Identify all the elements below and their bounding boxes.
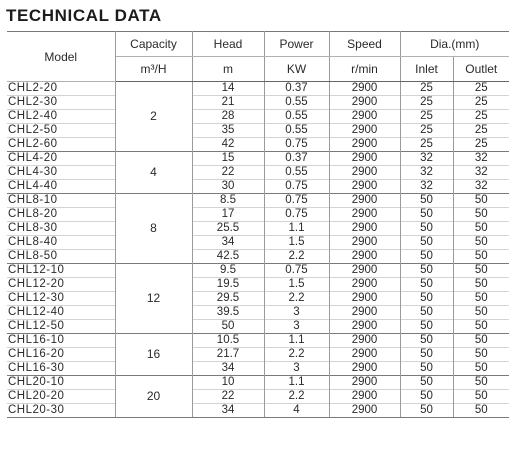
speed-cell: 2900	[329, 96, 400, 110]
head-cell: 8.5	[192, 194, 264, 208]
head-cell: 15	[192, 152, 264, 166]
model-header: Model	[7, 32, 115, 82]
head-cell: 14	[192, 82, 264, 96]
outlet-cell: 50	[453, 222, 509, 236]
model-cell: CHL12-20	[7, 278, 115, 292]
outlet-cell: 50	[453, 348, 509, 362]
head-header: Head	[192, 32, 264, 57]
power-cell: 0.55	[264, 124, 329, 138]
power-cell: 1.1	[264, 334, 329, 348]
head-cell: 19.5	[192, 278, 264, 292]
outlet-cell: 50	[453, 390, 509, 404]
head-cell: 10.5	[192, 334, 264, 348]
model-cell: CHL16-30	[7, 362, 115, 376]
inlet-cell: 50	[400, 208, 453, 222]
table-row	[7, 348, 509, 362]
outlet-cell: 32	[453, 166, 509, 180]
speed-cell: 2900	[329, 222, 400, 236]
inlet-cell: 32	[400, 166, 453, 180]
inlet-cell: 25	[400, 138, 453, 152]
power-cell: 0.75	[264, 208, 329, 222]
table-row	[7, 250, 509, 264]
power-cell: 1.1	[264, 222, 329, 236]
model-cell: CHL8-30	[7, 222, 115, 236]
head-cell: 22	[192, 390, 264, 404]
page-title: TECHNICAL DATA	[6, 6, 162, 25]
speed-cell: 2900	[329, 110, 400, 124]
model-cell: CHL8-50	[7, 250, 115, 264]
capacity-cell: 8	[115, 194, 192, 264]
head-cell: 50	[192, 320, 264, 334]
model-cell: CHL8-10	[7, 194, 115, 208]
model-cell: CHL4-30	[7, 166, 115, 180]
model-cell: CHL8-20	[7, 208, 115, 222]
outlet-cell: 25	[453, 124, 509, 138]
inlet-cell: 50	[400, 320, 453, 334]
inlet-cell: 50	[400, 362, 453, 376]
power-cell: 0.55	[264, 166, 329, 180]
capacity-cell: 16	[115, 334, 192, 376]
model-cell: CHL2-40	[7, 110, 115, 124]
head-cell: 34	[192, 362, 264, 376]
model-cell: CHL12-40	[7, 306, 115, 320]
speed-cell: 2900	[329, 194, 400, 208]
speed-cell: 2900	[329, 334, 400, 348]
outlet-cell: 50	[453, 292, 509, 306]
speed-cell: 2900	[329, 250, 400, 264]
speed-cell: 2900	[329, 208, 400, 222]
inlet-cell: 50	[400, 236, 453, 250]
inlet-cell: 25	[400, 124, 453, 138]
table-row	[7, 404, 509, 418]
power-cell: 1.1	[264, 376, 329, 390]
inlet-cell: 50	[400, 390, 453, 404]
capacity-cell: 4	[115, 152, 192, 194]
inlet-cell: 50	[400, 278, 453, 292]
model-cell: CHL2-60	[7, 138, 115, 152]
diameter-header: Dia.(mm)	[400, 32, 509, 57]
head-cell: 21	[192, 96, 264, 110]
inlet-cell: 50	[400, 404, 453, 418]
inlet-cell: 50	[400, 222, 453, 236]
speed-cell: 2900	[329, 390, 400, 404]
head-cell: 42.5	[192, 250, 264, 264]
power-unit: KW	[264, 57, 329, 82]
head-cell: 25.5	[192, 222, 264, 236]
table-row	[7, 166, 509, 180]
speed-cell: 2900	[329, 264, 400, 278]
outlet-cell: 50	[453, 264, 509, 278]
head-cell: 30	[192, 180, 264, 194]
head-cell: 21.7	[192, 348, 264, 362]
table-row	[7, 376, 509, 390]
power-cell: 0.55	[264, 110, 329, 124]
head-cell: 22	[192, 166, 264, 180]
table-row	[7, 264, 509, 278]
outlet-cell: 25	[453, 110, 509, 124]
model-cell: CHL12-50	[7, 320, 115, 334]
head-cell: 34	[192, 236, 264, 250]
table-row	[7, 390, 509, 404]
outlet-cell: 50	[453, 306, 509, 320]
inlet-cell: 50	[400, 376, 453, 390]
table-body	[7, 82, 509, 418]
speed-cell: 2900	[329, 320, 400, 334]
outlet-cell: 50	[453, 376, 509, 390]
speed-cell: 2900	[329, 306, 400, 320]
model-cell: CHL2-20	[7, 82, 115, 96]
inlet-cell: 50	[400, 194, 453, 208]
table-row	[7, 96, 509, 110]
capacity-cell: 20	[115, 376, 192, 418]
head-cell: 35	[192, 124, 264, 138]
inlet-cell: 50	[400, 306, 453, 320]
outlet-cell: 50	[453, 194, 509, 208]
speed-cell: 2900	[329, 404, 400, 418]
outlet-cell: 50	[453, 208, 509, 222]
outlet-cell: 50	[453, 278, 509, 292]
inlet-cell: 32	[400, 180, 453, 194]
outlet-header: Outlet	[453, 57, 509, 82]
speed-header: Speed	[329, 32, 400, 57]
outlet-cell: 32	[453, 180, 509, 194]
technical-data-table	[7, 31, 509, 418]
power-cell: 1.5	[264, 236, 329, 250]
outlet-cell: 25	[453, 96, 509, 110]
table-row	[7, 180, 509, 194]
table-row	[7, 124, 509, 138]
model-cell: CHL2-50	[7, 124, 115, 138]
head-cell: 10	[192, 376, 264, 390]
table-row	[7, 82, 509, 96]
table-row	[7, 194, 509, 208]
outlet-cell: 50	[453, 250, 509, 264]
power-cell: 2.2	[264, 292, 329, 306]
outlet-cell: 25	[453, 138, 509, 152]
head-cell: 42	[192, 138, 264, 152]
speed-cell: 2900	[329, 152, 400, 166]
model-cell: CHL12-30	[7, 292, 115, 306]
inlet-header: Inlet	[400, 57, 453, 82]
speed-cell: 2900	[329, 236, 400, 250]
power-cell: 0.37	[264, 152, 329, 166]
head-unit: m	[192, 57, 264, 82]
outlet-cell: 50	[453, 320, 509, 334]
speed-cell: 2900	[329, 82, 400, 96]
inlet-cell: 50	[400, 348, 453, 362]
table-row	[7, 278, 509, 292]
inlet-cell: 32	[400, 152, 453, 166]
outlet-cell: 25	[453, 82, 509, 96]
power-cell: 0.75	[264, 138, 329, 152]
model-cell: CHL4-40	[7, 180, 115, 194]
capacity-unit: m³/H	[115, 57, 192, 82]
inlet-cell: 50	[400, 250, 453, 264]
power-cell: 0.75	[264, 194, 329, 208]
model-cell: CHL20-20	[7, 390, 115, 404]
head-cell: 17	[192, 208, 264, 222]
model-cell: CHL20-30	[7, 404, 115, 418]
table-row	[7, 208, 509, 222]
table-row	[7, 152, 509, 166]
speed-cell: 2900	[329, 180, 400, 194]
outlet-cell: 32	[453, 152, 509, 166]
speed-cell: 2900	[329, 362, 400, 376]
power-cell: 3	[264, 306, 329, 320]
speed-cell: 2900	[329, 278, 400, 292]
speed-cell: 2900	[329, 138, 400, 152]
power-cell: 1.5	[264, 278, 329, 292]
outlet-cell: 50	[453, 404, 509, 418]
power-cell: 3	[264, 362, 329, 376]
inlet-cell: 50	[400, 264, 453, 278]
outlet-cell: 50	[453, 236, 509, 250]
head-cell: 28	[192, 110, 264, 124]
power-cell: 2.2	[264, 250, 329, 264]
table-row	[7, 110, 509, 124]
power-cell: 0.75	[264, 264, 329, 278]
inlet-cell: 50	[400, 334, 453, 348]
speed-cell: 2900	[329, 376, 400, 390]
model-cell: CHL4-20	[7, 152, 115, 166]
speed-cell: 2900	[329, 124, 400, 138]
table-row	[7, 306, 509, 320]
capacity-header: Capacity	[115, 32, 192, 57]
power-cell: 4	[264, 404, 329, 418]
head-cell: 29.5	[192, 292, 264, 306]
head-cell: 34	[192, 404, 264, 418]
table-row	[7, 222, 509, 236]
power-cell: 0.37	[264, 82, 329, 96]
power-cell: 3	[264, 320, 329, 334]
head-cell: 39.5	[192, 306, 264, 320]
table-row	[7, 320, 509, 334]
power-cell: 2.2	[264, 348, 329, 362]
model-cell: CHL12-10	[7, 264, 115, 278]
table-row	[7, 292, 509, 306]
power-header: Power	[264, 32, 329, 57]
speed-cell: 2900	[329, 292, 400, 306]
speed-unit: r/min	[329, 57, 400, 82]
table-row	[7, 362, 509, 376]
table-row	[7, 138, 509, 152]
table-row	[7, 334, 509, 348]
inlet-cell: 25	[400, 82, 453, 96]
inlet-cell: 25	[400, 96, 453, 110]
outlet-cell: 50	[453, 334, 509, 348]
capacity-cell: 2	[115, 82, 192, 152]
model-cell: CHL8-40	[7, 236, 115, 250]
head-cell: 9.5	[192, 264, 264, 278]
power-cell: 2.2	[264, 390, 329, 404]
speed-cell: 2900	[329, 348, 400, 362]
model-cell: CHL16-20	[7, 348, 115, 362]
outlet-cell: 50	[453, 362, 509, 376]
model-cell: CHL16-10	[7, 334, 115, 348]
capacity-cell: 12	[115, 264, 192, 334]
speed-cell: 2900	[329, 166, 400, 180]
table-row	[7, 236, 509, 250]
power-cell: 0.75	[264, 180, 329, 194]
model-cell: CHL2-30	[7, 96, 115, 110]
model-cell: CHL20-10	[7, 376, 115, 390]
power-cell: 0.55	[264, 96, 329, 110]
inlet-cell: 50	[400, 292, 453, 306]
inlet-cell: 25	[400, 110, 453, 124]
